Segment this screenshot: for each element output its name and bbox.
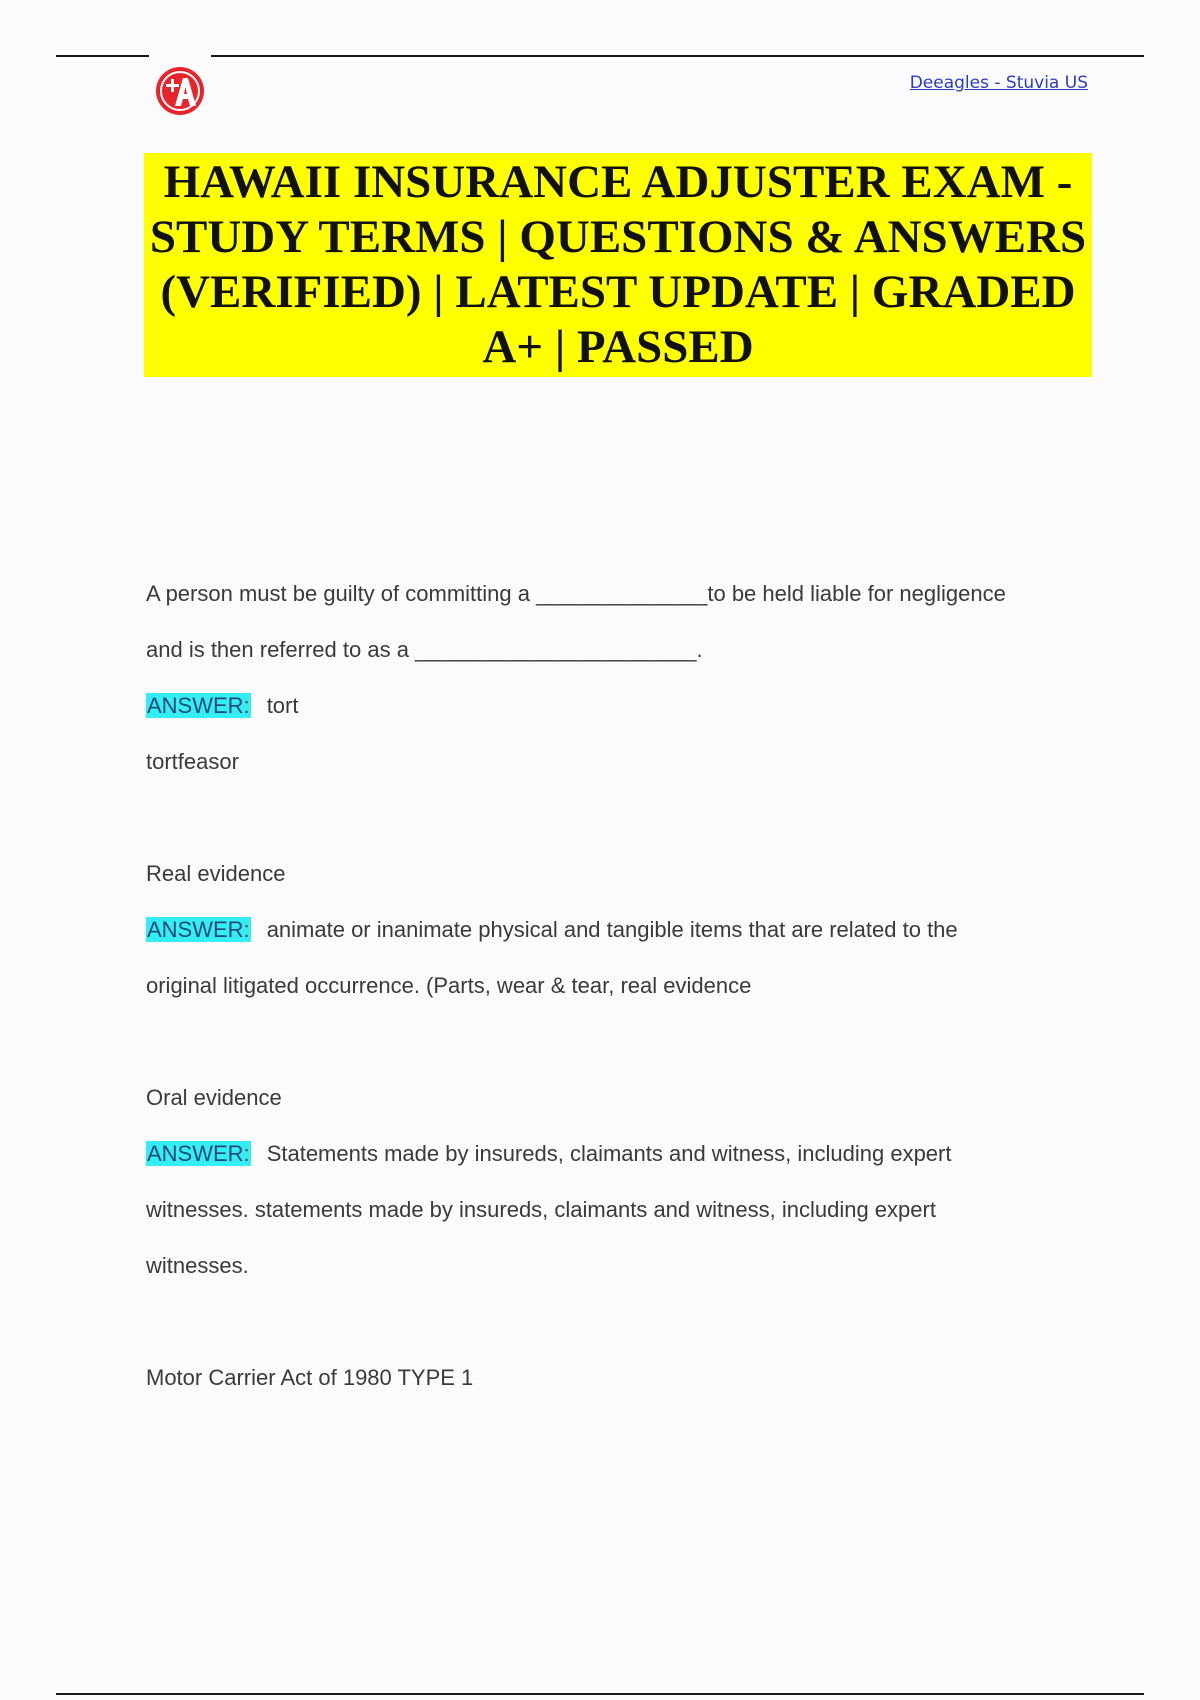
title-highlight [144,153,1092,377]
answer-label: ANSWER: [147,917,250,942]
document-title: HAWAII INSURANCE ADJUSTER EXAM - STUDY TERMS | QUESTIONS & ANSWERS (VERIFIED) | LATEST UPDATE | GRADED A+ | PASSED [149,156,1087,373]
answer-text: original litigated occurrence. (Parts, wear & tear, real evidence [146,973,752,998]
answer-text: witnesses. [146,1253,249,1278]
question-text: and is then referred to as a _______________________. [146,637,703,662]
answer-line [146,902,1096,958]
answer-label: ANSWER: [147,1141,250,1166]
question-text: A person must be guilty of committing a ______________to be held liable for negligence [146,581,1006,606]
qa-content [146,566,1096,1406]
top-rule-left [56,55,149,57]
answer-text: Statements made by insureds, claimants and witness, including expert [266,1141,952,1166]
qa-item [146,846,1096,1014]
answer-line [146,678,1096,734]
answer-text: tort [266,693,299,718]
answer-text: tortfeasor [146,749,239,774]
top-rule-right [211,55,1144,57]
answer-text: animate or inanimate physical and tangible items that are related to the [266,917,958,942]
question-text: Motor Carrier Act of 1980 TYPE 1 [146,1365,474,1390]
question-text: Real evidence [146,861,286,886]
question-text: Oral evidence [146,1085,282,1110]
qa-item [146,566,1096,790]
answer-text: witnesses. statements made by insureds, claimants and witness, including expert [146,1197,936,1222]
aplus-badge-icon [153,64,207,118]
bottom-rule [56,1693,1144,1695]
qa-item [146,1350,1096,1406]
site-link[interactable]: Deeagles - Stuvia US [909,73,1088,93]
answer-line [146,1126,1096,1182]
qa-item [146,1070,1096,1294]
answer-label: ANSWER: [147,693,250,718]
